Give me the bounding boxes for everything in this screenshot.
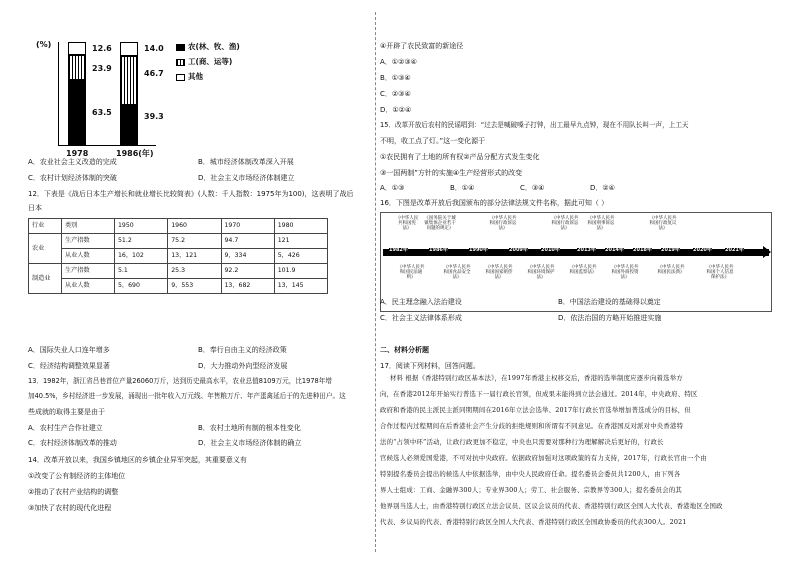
- q13-stem-line1: 13．1982年，浙江省吕巷首位产量26060万斤，达到历史最高水平，农业总值8109万元，比1978年增: [28, 377, 332, 385]
- timeline-year: 2010年: [541, 247, 560, 253]
- material-line: 代表、乡议局的代表、香港特别行政区全国人大代表、香港特别行政区全国政协委员的代表300人。2021: [380, 518, 687, 526]
- material-line: 合作过程内过程期间在后香港社会产生分歧的拒绝规则和所谓有不同意见。在香港国反对派对中央香港特: [380, 422, 684, 430]
- left-column: [28, 0, 368, 562]
- column-divider: [375, 12, 376, 552]
- timeline-arrow-icon: [763, 246, 771, 258]
- label-1986-other: 14.0: [144, 44, 164, 53]
- q14-item-1: ①改变了公有制经济的主体地位: [28, 472, 126, 480]
- section-title: 二、材料分析题: [380, 346, 429, 354]
- timeline-law-bottom: 《中华人民共和国环境保护法》: [527, 265, 555, 281]
- table-cell: 生产指数: [62, 264, 115, 279]
- q12-option-b: B．奉行自由主义的经济政策: [198, 346, 287, 354]
- table-cell: 生产指数: [62, 234, 115, 249]
- table-cell: 94.7: [221, 234, 274, 249]
- legend-agri: 农(林、牧、渔): [188, 42, 240, 51]
- q12-stem-line1: 12．下表是《战后日本生产增长和就业增长比较简表》(人数：千人指数：1975年为100)，这表明了战后: [28, 190, 354, 198]
- q13-option-a: A．农村生产合作社建立: [28, 424, 103, 432]
- table-cell: 121: [274, 234, 327, 249]
- timeline-law-bottom: 《中华人民共和国外商投资法》: [611, 265, 639, 281]
- bar-1986-agri: [120, 105, 138, 145]
- table-cell: 5，690: [115, 279, 168, 294]
- timeline-year: 2021年: [725, 247, 744, 253]
- q12-table: [28, 218, 328, 294]
- timeline-year: 1986年: [429, 247, 448, 253]
- bar-1986-industry: [120, 56, 138, 105]
- table-header-cell: 类别: [62, 219, 115, 234]
- q13-option-d: D．社会主义市场经济体制的确立: [198, 439, 302, 447]
- q11-option-d: D．社会主义市场经济体制建立: [198, 174, 295, 182]
- q16-option-b: B．中国法治建设的基础得以奠定: [558, 298, 661, 306]
- q14-item-3: ③加快了农村的现代化进程: [28, 504, 112, 512]
- q15-stem-line2: 不明，收工点了灯。”这一变化源于: [380, 137, 486, 145]
- q16-option-a: A．民主理念融入法治建设: [380, 298, 462, 306]
- q15-option-c: C．③④: [520, 184, 545, 192]
- table-header-row: [29, 219, 328, 234]
- timeline-law-top: 《中华人民共和国行政诉讼法》: [551, 216, 579, 232]
- q11-option-c: C．农村计划经济体制的突破: [28, 174, 117, 182]
- bar-1978-other: [68, 42, 86, 55]
- group-cell-agri: 农业: [29, 234, 62, 264]
- table-cell: 51.2: [115, 234, 168, 249]
- q17-stem: 17．阅读下列材料，回答问题。: [380, 362, 480, 370]
- q14-stem: 14．改革开放以来，我国乡镇地区的乡镇企业异军突起，其重要意义有: [28, 456, 247, 464]
- label-1978-other: 12.6: [92, 44, 112, 53]
- timeline-year: 1990年: [469, 247, 488, 253]
- label-1978-industry: 23.9: [92, 64, 112, 73]
- bar-1986-other: [120, 42, 138, 56]
- timeline-year: 2013年: [577, 247, 596, 253]
- label-1986-industry: 46.7: [144, 69, 164, 78]
- x-tick-1986: 1986(年): [116, 149, 154, 158]
- q14-option-a: A．①②③④: [380, 58, 417, 66]
- q11-option-a: A．农业社会主义改造的完成: [28, 158, 117, 166]
- timeline-law-top: 《中华人民共和国宪法》: [395, 216, 419, 232]
- timeline-year: 2019年: [661, 247, 680, 253]
- table-header-cell: 行业: [29, 219, 62, 234]
- legend-other: 其他: [188, 72, 203, 81]
- timeline-year: 2009年: [509, 247, 528, 253]
- timeline-law-bottom: 《中华人民共和国国家赔偿法》: [485, 265, 513, 281]
- material-line: 特别提名委员会提出的候选人中依据选举，由中央人民政府任命。提名委员会委员共1200人，由下列各: [380, 470, 681, 478]
- timeline-year: 1982年: [389, 247, 408, 253]
- q15-option-d: D．②④: [590, 184, 615, 192]
- q13-stem-line2: 加40.5%，乡村经济进一步发展，涌现出一批年收入万元线、年售粮万斤、年产蛋禽延后于的先进种田户。这: [28, 392, 346, 400]
- material-line: 向，在香港2012年开始实行普选下一届行政长官领，但成果未能得到立法会通过。2014年，中央政府、特区: [380, 390, 698, 398]
- table-header-cell: 1960: [168, 219, 221, 234]
- material-line: 法的“占领中环”活动，让政行政更加不稳定，中央也只需要对那种行为理解解决后更好的，行政长: [380, 438, 664, 446]
- timeline-year: 2020年: [693, 247, 712, 253]
- table-cell: 13，121: [168, 249, 221, 264]
- table-header-cell: 1970: [221, 219, 274, 234]
- legend-swatch-industry: [176, 59, 185, 66]
- timeline-law-bottom: 《中华人民共和国食品安全法》: [443, 265, 471, 281]
- table-row: [29, 249, 328, 264]
- q12-stem-line2: 日本: [28, 204, 42, 212]
- q14-option-d: D．①②④: [380, 106, 412, 114]
- q15-option-b: B．①④: [450, 184, 475, 192]
- law-timeline-figure: [380, 212, 772, 312]
- label-1986-agri: 39.3: [144, 112, 164, 121]
- q12-option-c: C．经济结构调整效果显著: [28, 362, 110, 370]
- q14-option-c: C．②③④: [380, 90, 411, 98]
- timeline-law-bottom: 《中华人民共和国民法通则》: [397, 265, 425, 281]
- q16-option-d: D．依法治国的方略开始推进实施: [558, 314, 662, 322]
- table-cell: 从业人数: [62, 279, 115, 294]
- table-cell: 5，426: [274, 249, 327, 264]
- q15-stem-line1: 15．改革开放后农村的民谣唱到：“过去是喊破嗓子打钟，出工最早九点钟，现在不用队长叫一声，上工天: [380, 121, 689, 129]
- x-axis: [58, 145, 156, 146]
- q16-stem: 16．下图是改革开放后我国颁布的部分法律法规文件名称，据此可知（ ）: [380, 199, 609, 207]
- table-cell: 9，334: [221, 249, 274, 264]
- material-line: 材料 根据《香港特别行政区基本法》，在1997年香港主权移交后，香港的选举制度应逐步向着选举方: [390, 374, 683, 382]
- timeline-law-top: 《国务院关于城镇集体企业若干问题的规定》: [424, 216, 456, 232]
- table-cell: 从业人数: [62, 249, 115, 264]
- legend-industry: 工(商、运等): [188, 57, 233, 66]
- timeline-law-top: 《中华人民共和国行政诉讼法》: [489, 216, 517, 232]
- q11-option-b: B．城市经济体制改革深入开展: [198, 158, 294, 166]
- q15-option-a: A．①③: [380, 184, 405, 192]
- q13-option-c: C．农村经济体制改革的推动: [28, 439, 117, 447]
- q15-items-line1: ①农民拥有了土地的所有权②产品分配方式发生变化: [380, 153, 540, 161]
- q13-option-b: B．农村土地所有制的根本性变化: [198, 424, 301, 432]
- stacked-bar-chart: [28, 36, 368, 156]
- bar-1978-industry: [68, 55, 86, 80]
- timeline-year: 2018年: [633, 247, 652, 253]
- table-cell: 25.3: [168, 264, 221, 279]
- right-column: [380, 0, 780, 562]
- q17-material: [380, 370, 780, 530]
- table-row: [29, 279, 328, 294]
- table-cell: 75.2: [168, 234, 221, 249]
- q14-item-4: ④开辟了农民致富的新途径: [380, 42, 464, 50]
- timeline-law-top: 《中华人民共和国行政复议法》: [649, 216, 677, 232]
- label-1978-agri: 63.5: [92, 108, 112, 117]
- timeline-law-bottom: 《中华人民共和国个人信息保护法》: [706, 265, 734, 281]
- table-cell: 13，682: [221, 279, 274, 294]
- table-row: [29, 234, 328, 249]
- timeline-law-bottom: 《中华人民共和国监察法》: [569, 265, 597, 276]
- table-header-cell: 1950: [115, 219, 168, 234]
- timeline-year: 2014年: [605, 247, 624, 253]
- table-cell: 13，145: [274, 279, 327, 294]
- q15-items-line2: ③一国两制”方针的实施④生产经营形式的改变: [380, 169, 523, 177]
- chart-y-label: (%): [36, 40, 52, 49]
- timeline-law-bottom: 《中华人民共和国民法典》: [657, 265, 685, 276]
- group-cell-manufacturing: 制造业: [29, 264, 62, 294]
- q14-item-2: ②推动了农村产业结构的调整: [28, 488, 119, 496]
- material-line: 官候选人必须爱国爱港，不可对抗中央政府。依据政府加强对这项政策的有力支持，2017年，行政长官由一个由: [380, 454, 707, 462]
- q16-option-c: C．社会主义法律体系形成: [380, 314, 462, 322]
- table-header-cell: 1980: [274, 219, 327, 234]
- material-line: 政府和香港的民主派民主派同期期间在2016年立法会选举、2017年行政长官选举增加普选成分的目标，但: [380, 406, 691, 414]
- timeline-law-top: 《中华人民共和国刑事诉讼法》: [587, 216, 615, 232]
- table-cell: 92.2: [221, 264, 274, 279]
- material-line: 他界别当选人士，由香港特别行政区立法会议员、区议会议员的代表、香港特别行政区全国人大代表、香港地区全国政: [380, 502, 723, 510]
- material-line: 界人士组成：工商、金融界300人；专业界300人；劳工、社会服务、宗教界等300人；提名委员会的其: [380, 486, 683, 494]
- table-cell: 16，102: [115, 249, 168, 264]
- y-axis: [58, 42, 59, 145]
- table-cell: 101.9: [274, 264, 327, 279]
- q12-option-d: D．大力推动外向型经济发展: [198, 362, 288, 370]
- q12-option-a: A．国际失业人口连年增多: [28, 346, 110, 354]
- q13-stem-line3: 些成就的取得主要是由于: [28, 408, 105, 416]
- legend-swatch-other: [176, 74, 185, 81]
- x-tick-1978: 1978: [66, 149, 89, 158]
- table-cell: 5.1: [115, 264, 168, 279]
- legend-swatch-agri: [176, 44, 185, 51]
- table-row: [29, 264, 328, 279]
- q14-option-b: B．①③④: [380, 74, 411, 82]
- bar-1978-agri: [68, 80, 86, 145]
- table-cell: 9，553: [168, 279, 221, 294]
